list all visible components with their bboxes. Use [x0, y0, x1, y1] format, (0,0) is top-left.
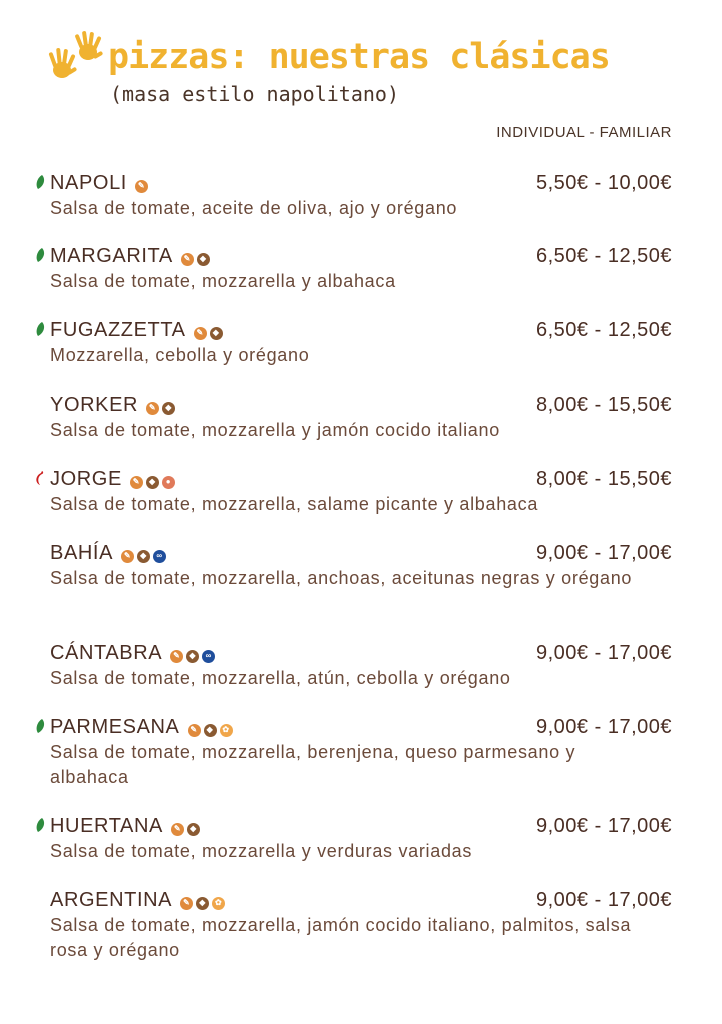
allergen-icons: [130, 476, 175, 489]
menu-item-name: [50, 466, 175, 492]
menu-item-description: Salsa de tomate, mozzarella, jamón cocido italiano, palmitos, salsa rosa y orégano: [50, 915, 632, 960]
allergen-icons: [181, 253, 210, 266]
menu-item-name: [50, 813, 200, 839]
menu-item-price: 9,00€ - 17,00€: [536, 716, 672, 738]
fish-allergen-icon: ∞: [202, 650, 215, 663]
menu-item-description: Salsa de tomate, aceite de oliva, ajo y orégano: [50, 198, 458, 218]
milk-allergen-icon: ◆: [186, 650, 199, 663]
menu-item-name-text: YORKER: [50, 394, 139, 416]
milk-allergen-icon: ◆: [187, 823, 200, 836]
menu-item-price: 5,50€ - 10,00€: [536, 172, 672, 194]
leaf-icon: [34, 718, 46, 734]
menu-item-description: Mozzarella, cebolla y orégano: [50, 345, 310, 365]
menu-item-price: 8,00€ - 15,50€: [536, 468, 672, 490]
menu-item: [30, 887, 672, 963]
price-columns-label: INDIVIDUAL - FAMILIAR: [496, 124, 672, 141]
menu-item: [30, 170, 672, 221]
chili-pepper-icon: [34, 470, 46, 486]
menu-item: [30, 317, 672, 368]
menu-item-description: Salsa de tomate, mozzarella, salame picante y albahaca: [50, 494, 539, 514]
fish-allergen-icon: ∞: [153, 550, 166, 563]
menu-item-name-text: PARMESANA: [50, 716, 180, 738]
gluten-allergen-icon: ✎: [180, 897, 193, 910]
menu-item-price: 6,50€ - 12,50€: [536, 245, 672, 267]
gluten-allergen-icon: ✎: [121, 550, 134, 563]
allergen-icons: [170, 650, 215, 663]
page-subtitle: (masa estilo napolitano): [110, 82, 399, 106]
nuts-allergen-icon: ✿: [220, 724, 233, 737]
page-title: pizzas: nuestras clásicas: [108, 37, 610, 77]
menu-item: [30, 392, 672, 443]
milk-allergen-icon: ◆: [196, 897, 209, 910]
menu-item-description: Salsa de tomate, mozzarella, anchoas, aceitunas negras y orégano: [50, 568, 633, 588]
menu-item-name: [50, 540, 166, 566]
menu-item-price: 9,00€ - 17,00€: [536, 889, 672, 911]
menu-item-name-text: CÁNTABRA: [50, 642, 163, 664]
menu-item-name-text: FUGAZZETTA: [50, 319, 186, 341]
menu-item-description: Salsa de tomate, mozzarella y jamón cocido italiano: [50, 420, 500, 440]
menu-item: [30, 813, 672, 864]
menu-item-price: 6,50€ - 12,50€: [536, 319, 672, 341]
hands-icon: [46, 30, 110, 86]
menu-item-name-text: BAHÍA: [50, 542, 114, 564]
allergen-icons: [171, 823, 200, 836]
menu-item-price: 8,00€ - 15,50€: [536, 394, 672, 416]
menu-item-description: Salsa de tomate, mozzarella, atún, cebolla y orégano: [50, 668, 511, 688]
milk-allergen-icon: ◆: [204, 724, 217, 737]
menu-item-name: [50, 640, 215, 666]
leaf-icon: [34, 817, 46, 833]
nuts-allergen-icon: ✿: [212, 897, 225, 910]
gluten-allergen-icon: ✎: [194, 327, 207, 340]
menu-item-name: [50, 243, 210, 269]
menu-item: [30, 466, 672, 517]
allergen-icons: [188, 724, 233, 737]
gluten-allergen-icon: ✎: [146, 402, 159, 415]
menu-item-name: [50, 714, 233, 740]
menu-item: [30, 540, 672, 591]
menu-item: [30, 640, 672, 691]
menu-item-name: [50, 317, 223, 343]
milk-allergen-icon: ◆: [197, 253, 210, 266]
mustard-allergen-icon: ●: [162, 476, 175, 489]
menu-item-name-text: HUERTANA: [50, 815, 163, 837]
allergen-icons: [121, 550, 166, 563]
menu-item-price: 9,00€ - 17,00€: [536, 642, 672, 664]
milk-allergen-icon: ◆: [162, 402, 175, 415]
allergen-icons: [180, 897, 225, 910]
menu-item-description: Salsa de tomate, mozzarella y verduras variadas: [50, 841, 473, 861]
menu-item-price: 9,00€ - 17,00€: [536, 815, 672, 837]
menu-item-name-text: ARGENTINA: [50, 889, 173, 911]
menu-item-price: 9,00€ - 17,00€: [536, 542, 672, 564]
gluten-allergen-icon: ✎: [181, 253, 194, 266]
menu-item-name: [50, 392, 175, 418]
gluten-allergen-icon: ✎: [171, 823, 184, 836]
menu-item-description: Salsa de tomate, mozzarella y albahaca: [50, 271, 396, 291]
leaf-icon: [34, 247, 46, 263]
milk-allergen-icon: ◆: [210, 327, 223, 340]
milk-allergen-icon: ◆: [137, 550, 150, 563]
menu-item-name-text: MARGARITA: [50, 245, 173, 267]
gluten-allergen-icon: ✎: [188, 724, 201, 737]
menu-item-description: Salsa de tomate, mozzarella, berenjena, queso parmesano y albahaca: [50, 742, 576, 787]
allergen-icons: [135, 180, 148, 193]
menu-item-name-text: JORGE: [50, 468, 122, 490]
allergen-icons: [146, 402, 175, 415]
menu-item-name-text: NAPOLI: [50, 172, 127, 194]
leaf-icon: [34, 321, 46, 337]
menu-item-name: [50, 887, 225, 913]
menu-item-name: [50, 170, 148, 196]
allergen-icons: [194, 327, 223, 340]
leaf-icon: [34, 174, 46, 190]
gluten-allergen-icon: ✎: [135, 180, 148, 193]
menu-item: [30, 714, 672, 790]
gluten-allergen-icon: ✎: [130, 476, 143, 489]
gluten-allergen-icon: ✎: [170, 650, 183, 663]
milk-allergen-icon: ◆: [146, 476, 159, 489]
menu-item: [30, 243, 672, 294]
